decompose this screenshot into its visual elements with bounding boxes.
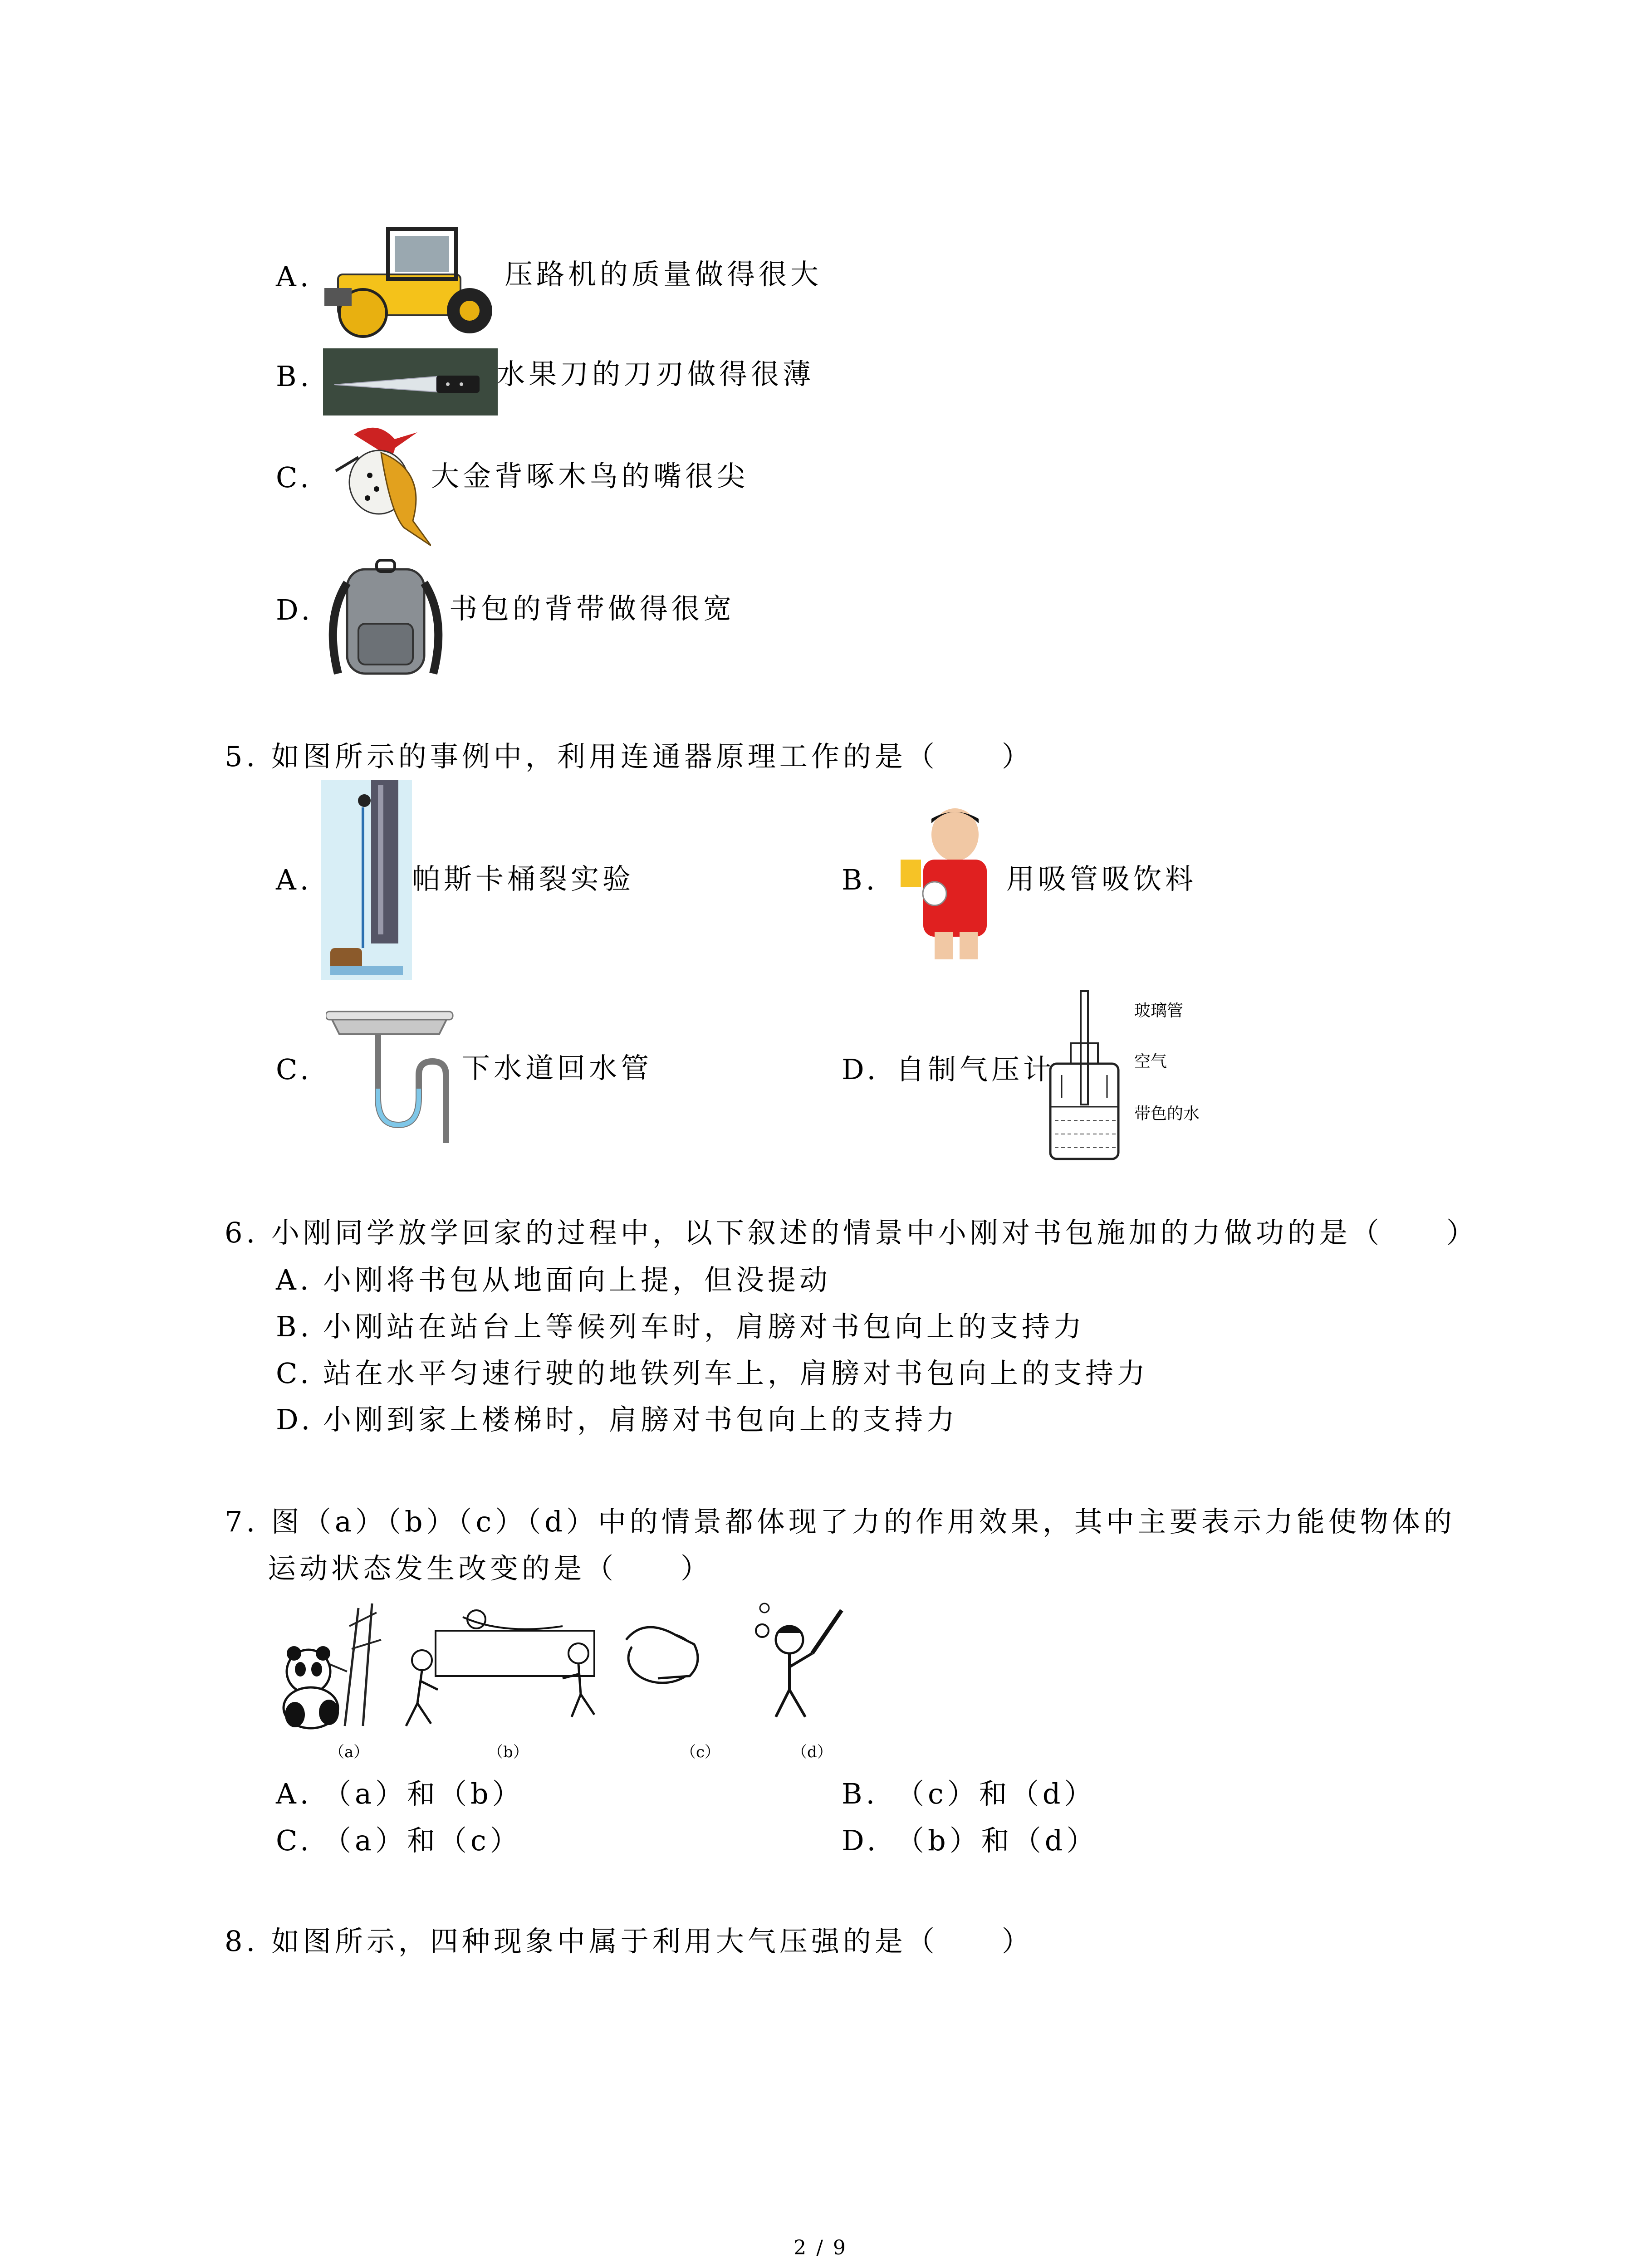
hand-ball-figure	[626, 1627, 698, 1683]
q4-option-a-text: 压路机的质量做得很大	[505, 258, 823, 291]
barometer-tube-label: 玻璃管	[1134, 1002, 1184, 1020]
q6-option-a-letter: A.	[276, 1263, 313, 1296]
fruit-knife-image	[323, 348, 498, 415]
q8-stem: 8. 如图所示，四种现象中属于利用大气压强的是（ ）	[225, 1925, 1034, 1958]
q5-option-c-text: 下水道回水管	[462, 1051, 653, 1085]
q6-option-c-text: 站在水平匀速行驶的地铁列车上，肩膀对书包向上的支持力	[323, 1357, 1149, 1390]
q7-stem-line1: 7. 图（a）（b）（c）（d）中的情景都体现了力的作用效果，其中主要表示力能使物体的	[225, 1505, 1455, 1538]
q7-option-d-letter: D.	[842, 1824, 880, 1857]
q6-option-b-text: 小刚站在站台上等候列车时，肩膀对书包向上的支持力	[323, 1310, 1086, 1343]
q7-option-c-text: （a）和（c）	[323, 1824, 522, 1857]
q4-option-d-text: 书包的背带做得很宽	[449, 592, 735, 625]
q7-option-c-letter: C.	[276, 1824, 313, 1857]
boy-drinking-image	[896, 805, 1005, 959]
q5-option-a-letter: A.	[276, 863, 313, 896]
backpack-image	[324, 556, 447, 683]
q6-option-a-text: 小刚将书包从地面向上提，但没提动	[323, 1263, 832, 1296]
q6-option-d-letter: D.	[276, 1403, 314, 1436]
q4-option-b-letter: B.	[276, 360, 313, 393]
bat-boy-figure	[756, 1603, 842, 1717]
panda-figure	[284, 1603, 381, 1728]
q6-option-d-text: 小刚到家上楼梯时，肩膀对书包向上的支持力	[323, 1403, 959, 1436]
woodpecker-image	[327, 421, 431, 548]
q7-option-a-letter: A.	[276, 1777, 313, 1810]
q5-stem: 5. 如图所示的事例中，利用连通器原理工作的是（ ）	[225, 740, 1034, 773]
force-effects-figure	[268, 1599, 857, 1735]
q5-option-d-letter: D.	[842, 1053, 880, 1086]
boys-figure	[406, 1610, 594, 1726]
q5-option-a-text: 帕斯卡桶裂实验	[412, 862, 635, 895]
q6-option-b-letter: B.	[276, 1310, 313, 1343]
q7-option-b-letter: B.	[842, 1777, 879, 1810]
q5-option-d-text: 自制气压计	[896, 1053, 1055, 1086]
q7-figure-label-a: （a）	[329, 1743, 369, 1761]
page-number: 2 / 9	[794, 2236, 847, 2259]
q7-figure-label-c: （c）	[681, 1743, 720, 1761]
drain-trap-image	[326, 1007, 462, 1143]
q5-option-b-text: 用吸管吸饮料	[1006, 862, 1197, 895]
q5-option-b-letter: B.	[842, 863, 879, 896]
q7-stem-line2: 运动状态发生改变的是（ ）	[268, 1552, 713, 1585]
barometer-water-label: 带色的水	[1134, 1105, 1200, 1123]
q6-stem: 6. 小刚同学放学回家的过程中，以下叙述的情景中小刚对书包施加的力做功的是（ ）	[225, 1216, 1478, 1249]
q4-option-d-letter: D.	[276, 593, 314, 626]
q5-option-c-letter: C.	[276, 1053, 313, 1086]
q7-option-d-text: （b）和（d）	[896, 1824, 1098, 1857]
q7-figure-label-d: （d）	[792, 1743, 833, 1761]
q4-option-c-letter: C.	[276, 461, 313, 494]
pascal-barrel-image	[321, 780, 412, 980]
q7-option-b-text: （c）和（d）	[896, 1777, 1096, 1810]
barometer-air-label: 空气	[1134, 1052, 1167, 1071]
barometer-diagram	[1043, 989, 1134, 1166]
road-roller-image	[320, 220, 510, 338]
q6-option-c-letter: C.	[276, 1357, 313, 1390]
q7-figure-label-b: （b）	[488, 1743, 529, 1761]
q4-option-b-text: 水果刀的刀刃做得很薄	[497, 357, 815, 391]
q4-option-a-letter: A.	[276, 260, 313, 293]
q4-option-c-text: 大金背啄木鸟的嘴很尖	[431, 459, 749, 493]
q7-option-a-text: （a）和（b）	[323, 1777, 524, 1810]
